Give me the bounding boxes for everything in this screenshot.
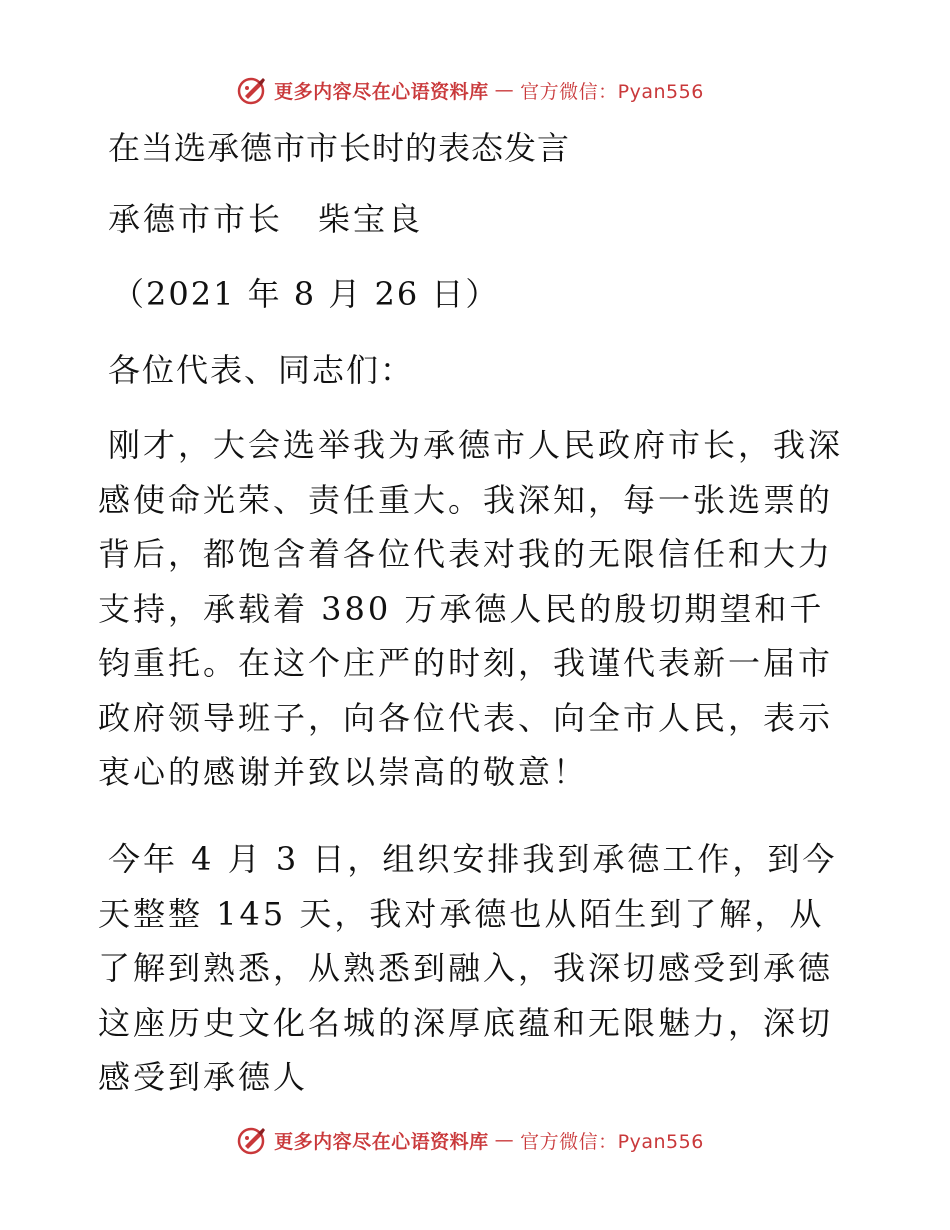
document-title: 在当选承德市市长时的表态发言 <box>108 129 571 167</box>
body-paragraph-2: 今年 4 月 3 日，组织安排我到承德工作，到今天整整 145 天，我对承德也从陌生到了解，从了解到熟悉，从熟悉到融入，我深切感受到承德这座历史文化名城的深厚底蕴和无限魅力，深切感受到承德人 <box>98 840 838 1096</box>
document-date: （2021 年 8 月 26 日） <box>112 275 500 313</box>
watermark-wechat: 官方微信：Pyan556 <box>520 1130 704 1153</box>
footer-watermark <box>0 1120 950 1160</box>
watermark-group <box>236 1124 704 1156</box>
document-author: 承德市市长 柴宝良 <box>108 200 424 238</box>
header-watermark <box>0 70 950 110</box>
pen-logo-icon <box>236 74 268 106</box>
document-salutation: 各位代表、同志们： <box>108 351 415 389</box>
watermark-group <box>236 74 704 106</box>
body-paragraph-1: 刚才，大会选举我为承德市人民政府市长，我深感使命光荣、责任重大。我深知，每一张选票的背后，都饱含着各位代表对我的无限信任和大力支持，承载着 380 万承德人民的殷切期望和千钧重托。在这个庄严的时刻，我谨代表新一届市政府领导班子，向各位代表、向全市人民，表示衷心的感谢并致以崇高的敬意！ <box>98 426 844 791</box>
watermark-separator: — <box>494 79 515 101</box>
watermark-wechat: 官方微信：Pyan556 <box>520 80 704 103</box>
pen-logo-icon <box>236 1124 268 1156</box>
watermark-brand: 更多内容尽在心语资料库 <box>274 80 489 103</box>
watermark-brand: 更多内容尽在心语资料库 <box>274 1130 489 1153</box>
watermark-separator: — <box>494 1129 515 1151</box>
